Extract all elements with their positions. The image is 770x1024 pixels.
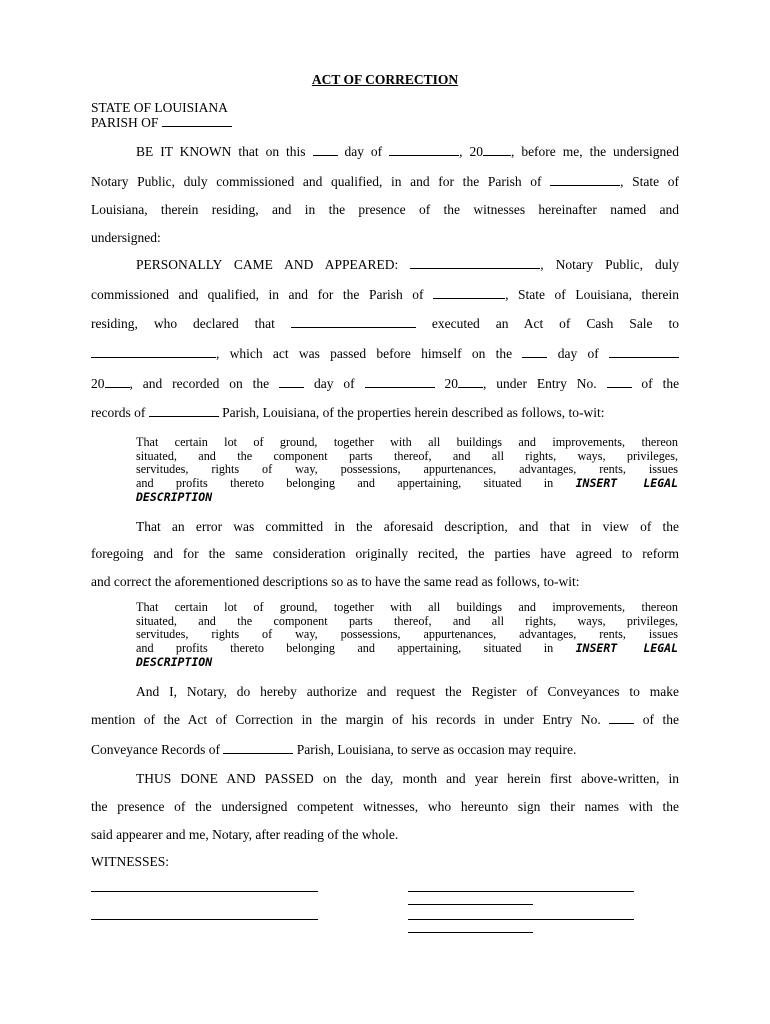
p2-text: , and recorded on the bbox=[129, 376, 270, 391]
p5-line-3: said appearer and me, Notary, after reading of the whole. bbox=[91, 827, 399, 842]
parish-blank[interactable] bbox=[162, 115, 232, 127]
correction-entry-blank[interactable] bbox=[609, 712, 634, 724]
p5-line-2: the presence of the undersigned competent witnesses, who hereunto sign their names with the bbox=[91, 799, 679, 814]
year-blank[interactable] bbox=[483, 144, 511, 156]
seller-blank[interactable] bbox=[291, 316, 416, 328]
p4-line-3 bbox=[91, 742, 679, 758]
p1-line-4: undersigned: bbox=[91, 230, 161, 245]
p3-line-3: and correct the aforementioned descriptions so as to have the same read as follows, to-wit: bbox=[91, 574, 580, 589]
quote-line: That certain lot of ground, together with all buildings and improvements, thereon bbox=[136, 435, 678, 449]
p2-text: records of bbox=[91, 405, 146, 420]
p2-text: Parish, Louisiana, of the properties herein described as follows, to-wit: bbox=[222, 405, 605, 420]
appearer-name-line[interactable] bbox=[408, 904, 533, 905]
quote-line: servitudes, rights of way, possessions, appurtenances, advantages, rents, issues bbox=[136, 627, 678, 642]
p4-text: Conveyance Records of bbox=[91, 742, 220, 757]
p2-text: 20 bbox=[91, 376, 105, 391]
p2-text: day of bbox=[557, 346, 599, 361]
p1-text: Notary Public, duly commissioned and qualified, in and for the Parish of bbox=[91, 174, 542, 189]
record-year-blank[interactable] bbox=[458, 376, 483, 388]
act-month-blank[interactable] bbox=[609, 346, 679, 358]
conveyance-parish-blank[interactable] bbox=[223, 742, 293, 754]
p1-text: , 20 bbox=[459, 144, 483, 159]
p2-text: 20 bbox=[444, 376, 458, 391]
p2-text: day of bbox=[313, 376, 355, 391]
p1-text: BE IT KNOWN that on this bbox=[136, 144, 306, 159]
parish-label: PARISH OF bbox=[91, 115, 159, 130]
p3-line-1: That an error was committed in the aforesaid description, and that in view of the bbox=[136, 519, 679, 534]
p1-line-3: Louisiana, therein residing, and in the presence of the witnesses hereinafter named and bbox=[91, 202, 679, 217]
record-month-blank[interactable] bbox=[365, 376, 435, 388]
quote-text: and profits thereto belonging and appertaining, situated in bbox=[136, 641, 554, 656]
witness-signature-line-2[interactable] bbox=[91, 919, 318, 920]
p2-line-3 bbox=[91, 316, 679, 332]
state-line: STATE OF LOUISIANA bbox=[91, 100, 228, 115]
buyer-blank[interactable] bbox=[91, 346, 216, 358]
quote-line bbox=[136, 491, 678, 505]
p1-text: day of bbox=[344, 144, 383, 159]
notary-name-line[interactable] bbox=[408, 932, 533, 933]
p2-text: PERSONALLY CAME AND APPEARED: bbox=[136, 257, 399, 272]
legal-placeholder: DESCRIPTION bbox=[136, 654, 213, 669]
appearer-signature-line[interactable] bbox=[408, 891, 634, 892]
act-day-blank[interactable] bbox=[522, 346, 547, 358]
day-blank[interactable] bbox=[313, 144, 338, 156]
p4-text: of the bbox=[642, 712, 679, 727]
legal-placeholder: INSERT LEGAL bbox=[575, 641, 678, 656]
month-blank[interactable] bbox=[389, 144, 459, 156]
p3-line-2: foregoing and for the same consideration originally recited, the parties have agreed to reform bbox=[91, 546, 679, 561]
quote-text: and profits thereto belonging and appertaining, situated in bbox=[136, 476, 554, 491]
parish-line bbox=[91, 115, 679, 131]
p4-text: Parish, Louisiana, to serve as occasion may require. bbox=[296, 742, 577, 757]
legal-placeholder: INSERT LEGAL bbox=[575, 476, 678, 491]
entry-no-blank[interactable] bbox=[607, 376, 632, 388]
p1-line-2 bbox=[91, 174, 679, 190]
p2-text: , under Entry No. bbox=[482, 376, 597, 391]
p2-text: of the bbox=[641, 376, 680, 391]
legal-description-block-1 bbox=[136, 436, 678, 505]
record-day-blank[interactable] bbox=[279, 376, 304, 388]
p2-line-4 bbox=[91, 346, 679, 362]
quote-line: servitudes, rights of way, possessions, appurtenances, advantages, rents, issues bbox=[136, 462, 678, 477]
p1-line-1 bbox=[91, 144, 679, 160]
p2-text: commissioned and qualified, in and for the Parish of bbox=[91, 287, 424, 302]
p2-text: executed an Act of Cash Sale to bbox=[431, 316, 680, 331]
notary-parish-blank[interactable] bbox=[433, 287, 505, 299]
quote-line: situated, and the component parts thereof, and all rights, ways, privileges, bbox=[136, 613, 678, 628]
document-title: ACT OF CORRECTION bbox=[311, 72, 459, 87]
appearer-blank[interactable] bbox=[410, 257, 540, 269]
p2-line-6 bbox=[91, 405, 679, 421]
quote-line bbox=[136, 477, 678, 491]
p2-text: residing, who declared that bbox=[91, 316, 275, 331]
p1-text: , State of bbox=[620, 174, 679, 189]
notary-signature-line[interactable] bbox=[408, 919, 634, 920]
quote-line bbox=[136, 642, 678, 656]
p2-text: , State of Louisiana, therein bbox=[505, 287, 679, 302]
quote-line: situated, and the component parts thereof, and all rights, ways, privileges, bbox=[136, 448, 678, 463]
p4-line-2 bbox=[91, 712, 679, 728]
p2-line-5 bbox=[91, 376, 679, 392]
p2-text: , which act was passed before himself on the bbox=[216, 346, 513, 361]
legal-description-block-2 bbox=[136, 601, 678, 670]
p4-text: mention of the Act of Correction in the margin of his records in under Entry No. bbox=[91, 712, 601, 727]
p4-line-1: And I, Notary, do hereby authorize and request the Register of Conveyances to make bbox=[136, 684, 679, 699]
act-year-blank[interactable] bbox=[105, 376, 130, 388]
witnesses-label: WITNESSES: bbox=[91, 854, 170, 869]
p2-text: , Notary Public, duly bbox=[540, 257, 680, 272]
p1-text: , before me, the undersigned bbox=[510, 144, 680, 159]
p2-line-1 bbox=[91, 257, 679, 273]
legal-placeholder: DESCRIPTION bbox=[136, 489, 213, 504]
quote-line bbox=[136, 656, 678, 670]
quote-line: That certain lot of ground, together with all buildings and improvements, thereon bbox=[136, 600, 678, 614]
records-parish-blank[interactable] bbox=[149, 405, 219, 417]
p5-line-1: THUS DONE AND PASSED on the day, month and year herein first above-written, in bbox=[136, 771, 679, 786]
witness-signature-line-1[interactable] bbox=[91, 891, 318, 892]
parish-of-blank[interactable] bbox=[550, 174, 620, 186]
p2-line-2 bbox=[91, 287, 679, 303]
